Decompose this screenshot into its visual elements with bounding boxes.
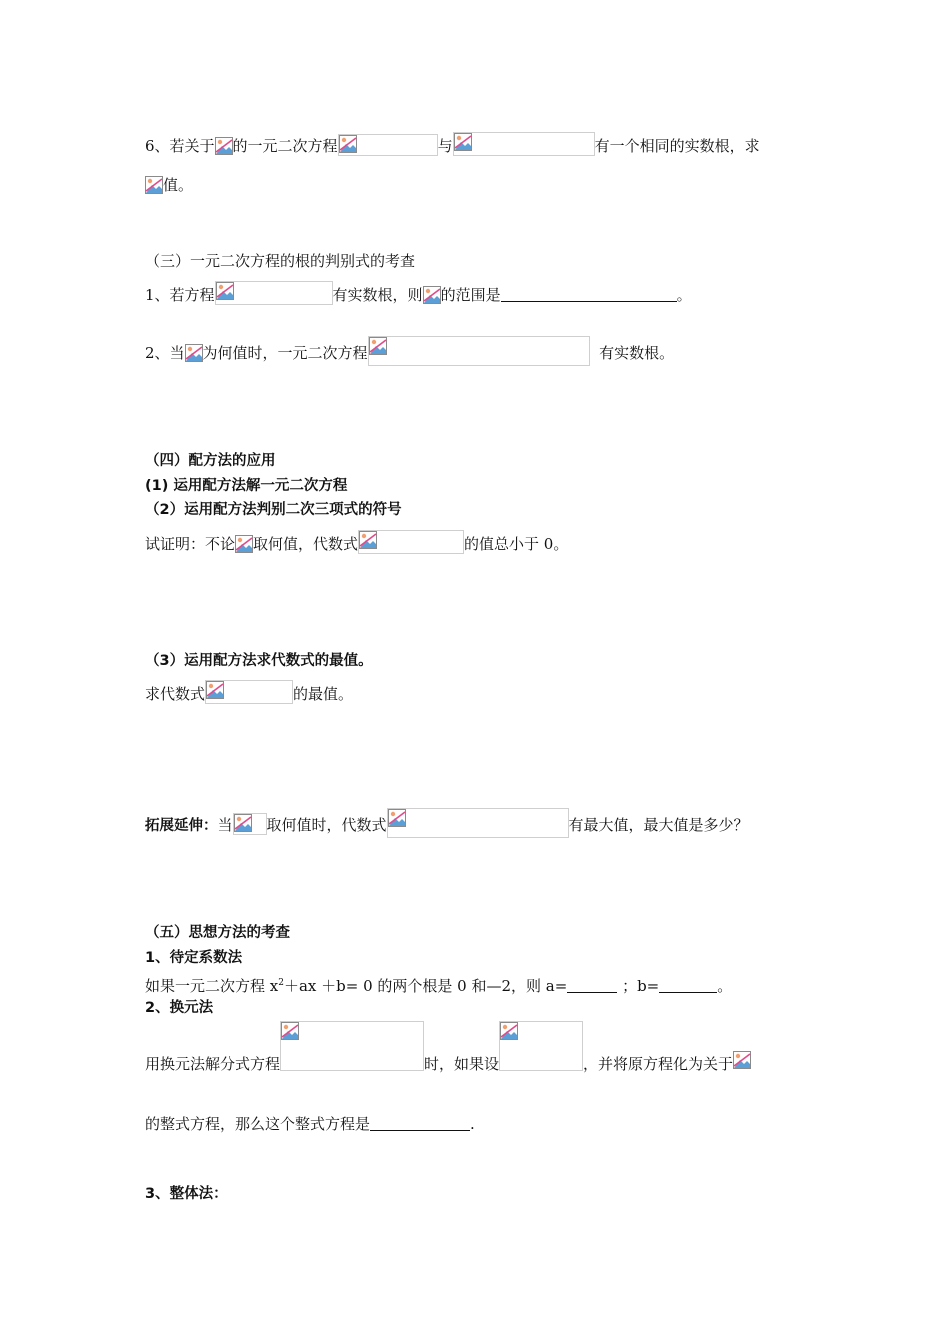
extension-line	[145, 808, 749, 838]
method-2-question-cont	[145, 1113, 475, 1135]
answer-blank-equation[interactable]	[370, 1116, 470, 1131]
method-1-question	[145, 972, 732, 997]
answer-blank[interactable]	[501, 287, 677, 302]
text: 时，如果设	[424, 1055, 500, 1073]
broken-image-icon	[359, 531, 377, 549]
text: 与	[437, 137, 453, 155]
equation-image-3	[215, 281, 333, 305]
text: 试证明：不论	[145, 535, 236, 553]
text: 的最值。	[293, 685, 354, 703]
broken-image-icon	[281, 1022, 299, 1040]
equation-image-6	[205, 680, 293, 704]
text: ，并将原方程化为关于	[583, 1055, 734, 1073]
section-4-sub2: （2）运用配方法判别二次三项式的符号	[145, 502, 402, 518]
answer-blank-b[interactable]	[659, 978, 717, 993]
text: 。	[676, 286, 692, 304]
text: 求代数式	[145, 685, 206, 703]
variable-image	[233, 813, 267, 835]
broken-image-icon	[454, 133, 472, 151]
equation-image-1	[338, 134, 438, 156]
section-3-q1	[145, 281, 692, 306]
text: 。	[717, 977, 733, 995]
text: 有最大值，最大值是多少？	[568, 816, 749, 834]
text: .	[470, 1115, 475, 1133]
equation-image-8	[280, 1021, 424, 1071]
answer-blank-a[interactable]	[567, 978, 617, 993]
text: 有实数根，则	[332, 286, 423, 304]
text: 的整式方程，那么这个整式方程是	[145, 1115, 371, 1133]
broken-image-icon	[185, 344, 203, 362]
text: 有实数根。	[599, 344, 675, 362]
equation-image-5	[358, 530, 464, 554]
text: 值。	[163, 176, 194, 194]
broken-image-icon	[235, 535, 253, 553]
text: 的值总小于 0。	[464, 535, 569, 553]
section-3-q2	[145, 336, 674, 366]
text: 当	[217, 816, 233, 834]
broken-image-icon	[500, 1022, 518, 1040]
text: 2、当	[145, 344, 185, 362]
broken-image-icon	[234, 814, 252, 832]
method-1-title: 1、待定系数法	[145, 950, 243, 966]
text: 的范围是	[440, 286, 501, 304]
broken-image-icon	[369, 337, 387, 355]
method-2-title: 2、换元法	[145, 1000, 214, 1016]
broken-image-icon	[339, 135, 357, 153]
text: 取何值，代数式	[253, 535, 359, 553]
broken-image-icon	[733, 1051, 751, 1069]
broken-image-icon	[216, 282, 234, 300]
question-6-line1	[145, 132, 760, 157]
equation-image-7	[387, 808, 569, 838]
broken-image-icon	[215, 137, 233, 155]
question-6-line2	[145, 174, 193, 196]
method-2-question	[145, 1021, 751, 1075]
broken-image-icon	[145, 176, 163, 194]
text: 6、若关于	[145, 137, 215, 155]
text: 如果一元二次方程 x	[145, 977, 279, 995]
section-5-title: （五）思想方法的考查	[145, 925, 290, 941]
prove-line	[145, 530, 568, 555]
section-4-sub1: (1) 运用配方法解一元二次方程	[145, 478, 348, 494]
find-line	[145, 680, 353, 705]
equation-image-2	[453, 132, 595, 156]
section-4-title: （四）配方法的应用	[145, 453, 276, 469]
text: 有一个相同的实数根，求	[594, 137, 760, 155]
method-3-title: 3、整体法：	[145, 1186, 228, 1202]
text: 的一元二次方程	[232, 137, 338, 155]
broken-image-icon	[388, 809, 406, 827]
text: 为何值时，一元二次方程	[202, 344, 368, 362]
section-3-title: （三）一元二次方程的根的判别式的考查	[145, 252, 416, 270]
broken-image-icon	[206, 681, 224, 699]
text: ；b=	[622, 977, 660, 995]
superscript: 2	[278, 978, 284, 988]
text: 用换元法解分式方程	[145, 1055, 281, 1073]
broken-image-icon	[423, 286, 441, 304]
extension-label: 拓展延伸：	[145, 818, 218, 834]
equation-image-9	[499, 1021, 583, 1071]
text: 1、若方程	[145, 286, 215, 304]
text: ＋ax ＋b= 0 的两个根是 0 和—2，则 a=	[283, 977, 568, 995]
section-4-sub3: （3）运用配方法求代数式的最值。	[145, 653, 373, 669]
equation-image-4	[368, 336, 590, 366]
text: 取何值时，代数式	[266, 816, 387, 834]
